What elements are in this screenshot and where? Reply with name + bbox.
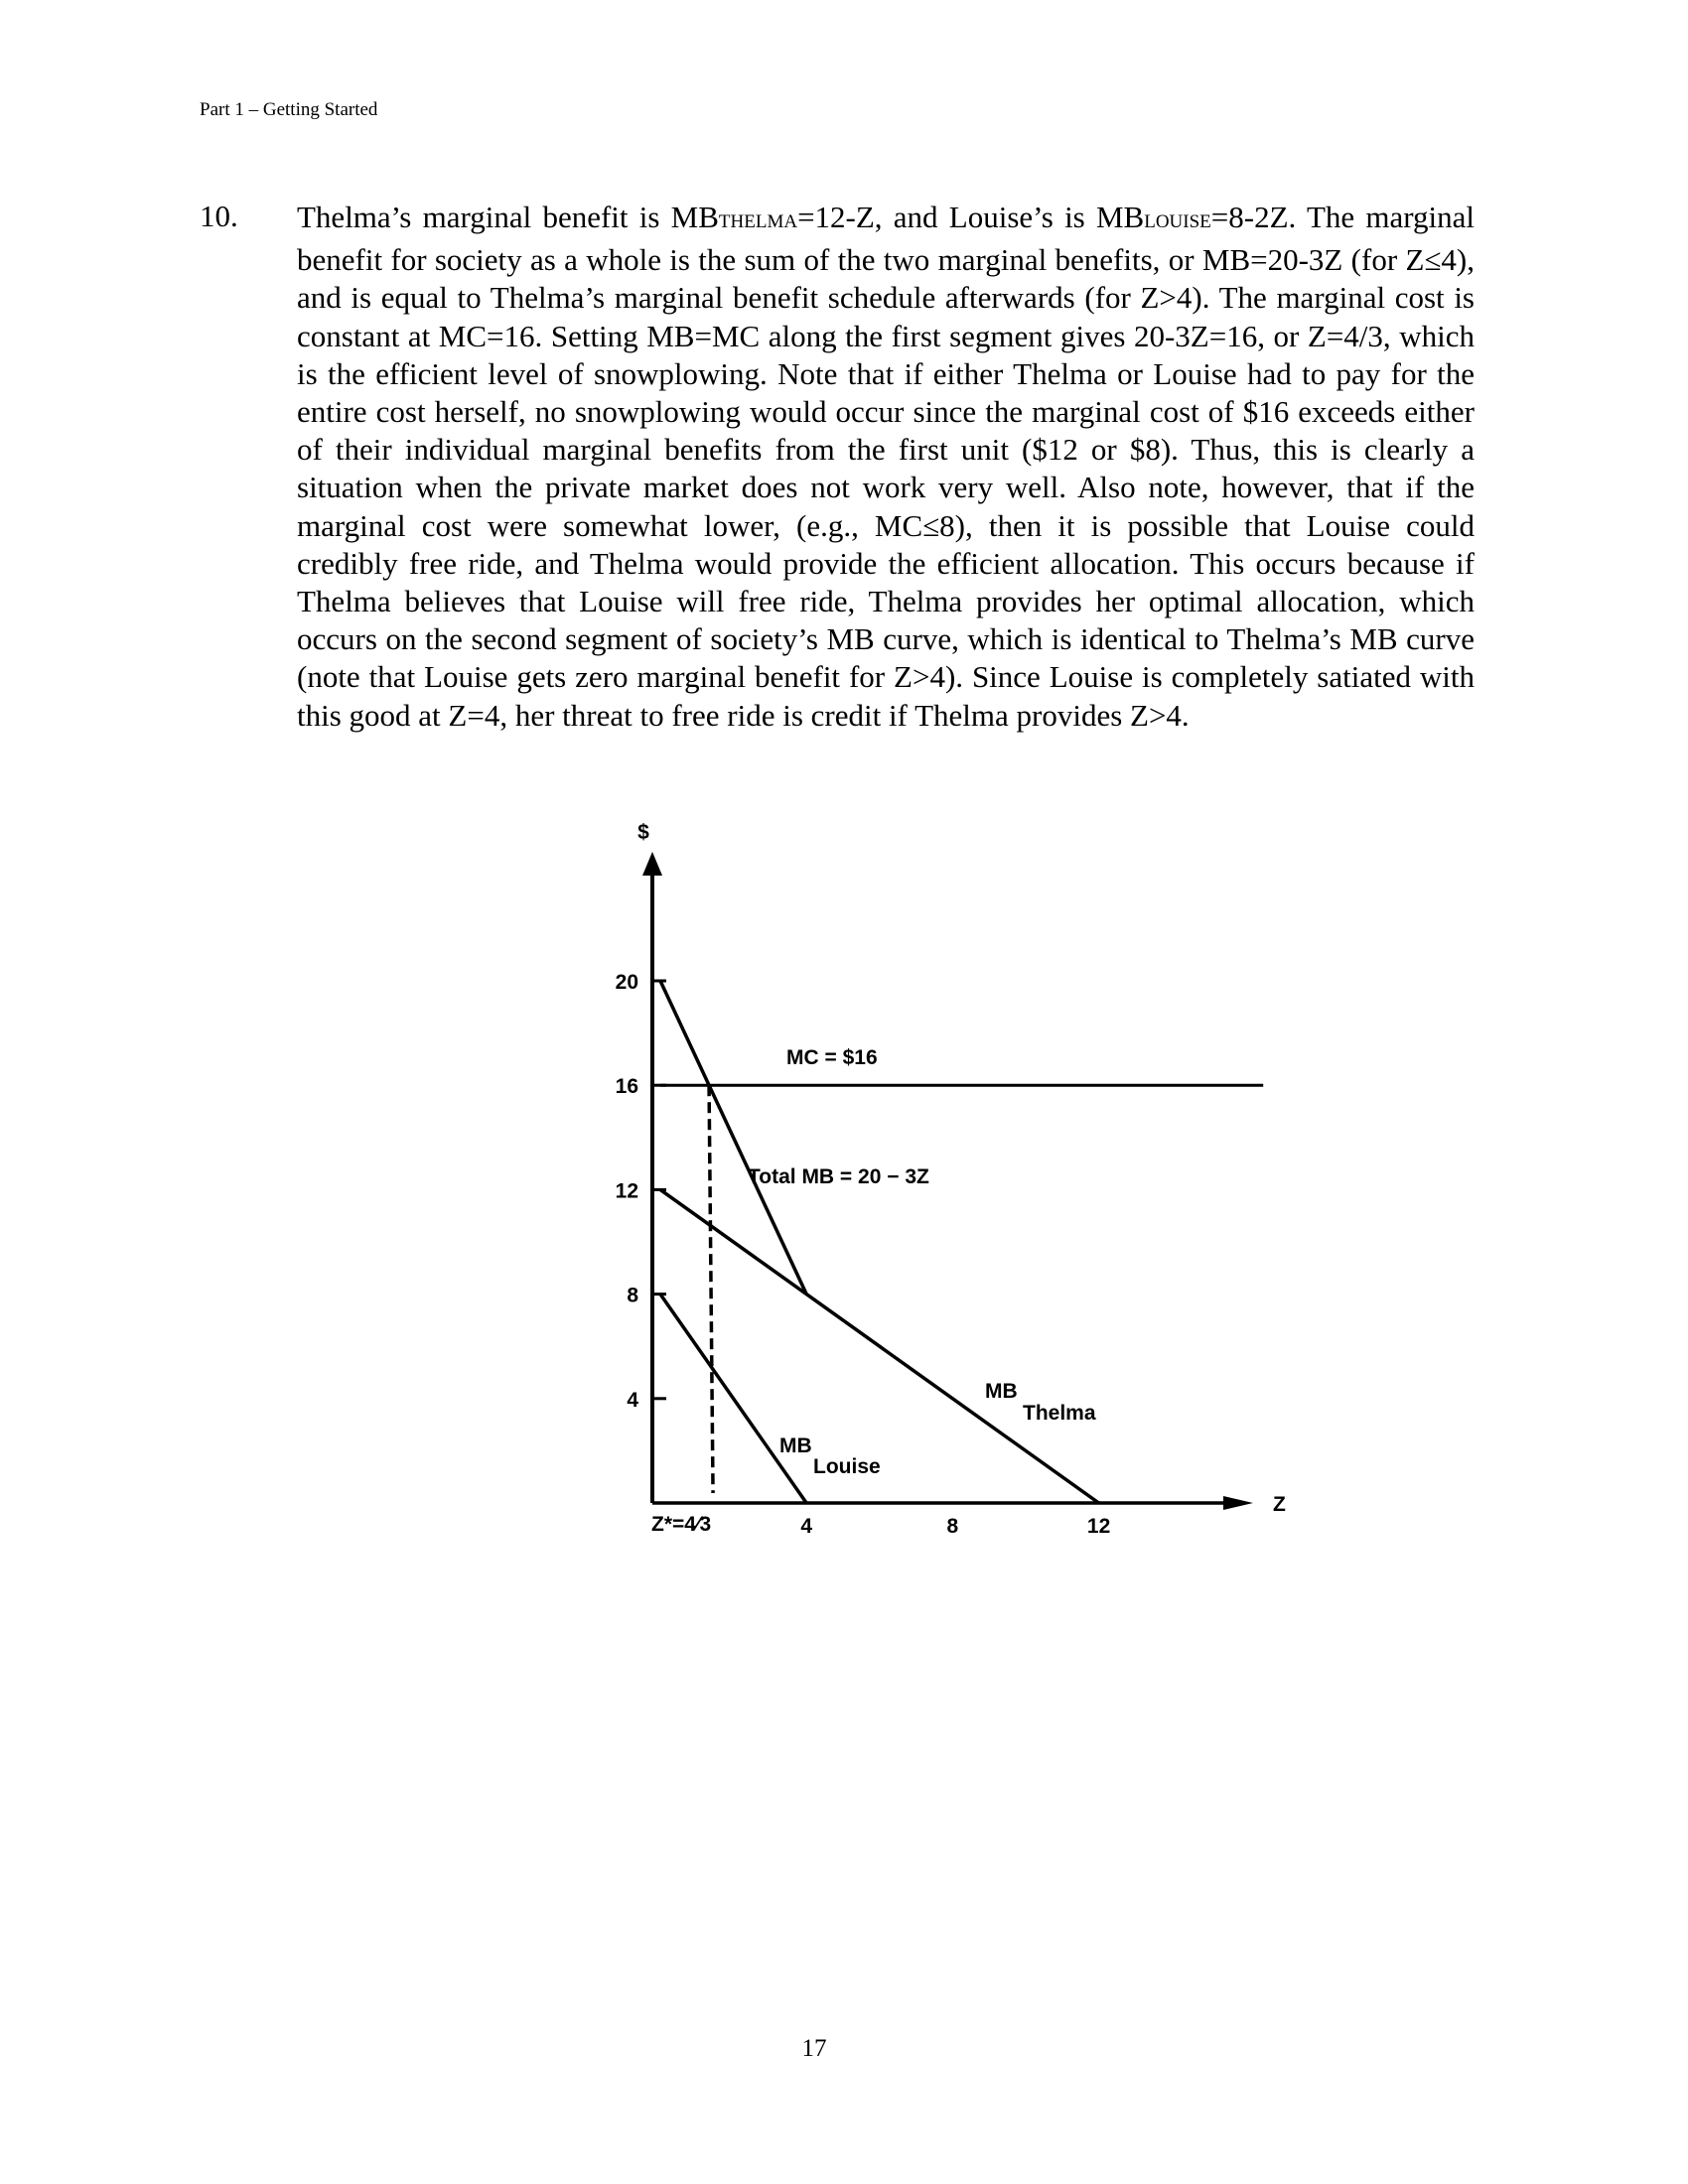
mb-thelma-sub-label: Thelma: [1023, 1402, 1096, 1425]
series-line-total-mb-20-3z: [660, 981, 806, 1295]
y-axis-label: $: [637, 821, 649, 844]
y-tick-label: 16: [615, 1075, 638, 1099]
z-star-label: Z*=4⁄3: [651, 1513, 712, 1536]
text: =12-Z, and Louise’s is MB: [797, 200, 1145, 234]
z-star-dashed-line: [709, 1085, 713, 1493]
x-axis-label: Z: [1273, 1493, 1286, 1516]
page-number: 17: [801, 2035, 827, 2062]
text: Thelma’s marginal benefit is MB: [297, 200, 719, 234]
y-axis-arrow: [642, 852, 662, 876]
y-tick-label: 20: [615, 971, 638, 994]
x-tick-label: 8: [946, 1515, 959, 1538]
page-header: Part 1 – Getting Started: [200, 99, 378, 120]
x-tick-label: 12: [1086, 1515, 1111, 1538]
y-tick-label: 4: [627, 1388, 638, 1412]
x-axis-arrow: [1223, 1496, 1253, 1510]
question-number: 10.: [200, 199, 238, 233]
mb-louise-label: MB: [779, 1434, 812, 1457]
text: =8-2Z. The marginal benefit for society as a whole is the sum of the two marginal benefits, or MB=20-3Z (for Z≤4), and is equal to Thelma’s marginal benefit schedule afterwards (for Z>4). The marginal cost is constant at MC=16. Setting MB=MC along the first segment gives 20-3Z=16, or Z=4/3, which is the efficient level of snowplowing. Note that if either Thelma or Louise had to pay for the entire cost herself, no snowplowing would occur since the marginal cost of $16 exceeds either of their individual marginal benefits from the first unit ($12 or $8). Thus, this is clearly a situation when the private market does not work very well. Also note, however, that if the marginal cost were somewhat lower, (e.g., MC≤8), then it is possible that Louise could credibly free ride, and Thelma would provide the efficient allocation. This occurs because if Thelma believes that Louise will free ride, Thelma provides her optimal allocation, which occurs on the second segment of society’s MB curve, which is identical to Thelma’s MB curve (note that Louise gets zero marginal benefit for Z>4). Since Louise is completely satiated with this good at Z=4, her threat to free ride is credit if Thelma provides Z>4.: [297, 200, 1475, 733]
series-line-mb-louise: [660, 1295, 806, 1503]
mb-thelma-label: MB: [985, 1380, 1018, 1403]
x-tick-label: 4: [800, 1515, 813, 1538]
marginal-benefit-chart: [556, 794, 1311, 1549]
subscript-louise: LOUISE: [1144, 211, 1211, 232]
subscript-thelma: THELMA: [718, 211, 798, 232]
total-mb-label: Total MB = 20 − 3Z: [748, 1165, 929, 1188]
mb-louise-sub-label: Louise: [813, 1455, 881, 1478]
answer-paragraph: [297, 199, 1475, 735]
y-tick-label: 8: [627, 1284, 638, 1307]
mc-label: MC = $16: [786, 1046, 878, 1069]
y-tick-label: 12: [615, 1179, 638, 1203]
